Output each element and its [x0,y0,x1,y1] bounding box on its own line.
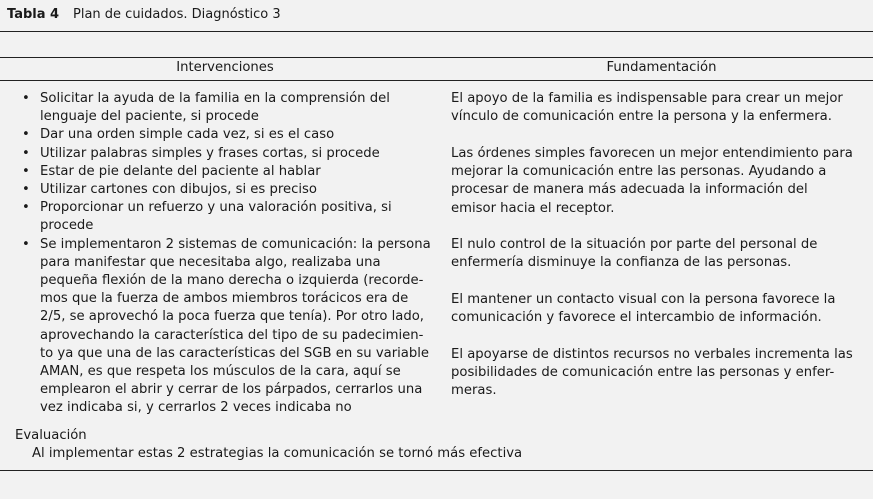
table-bottom-rule [0,470,873,471]
intervention-line: AMAN, es que respeta los músculos de la cara, aquí se [40,364,401,380]
rationale-line: procesar de manera más adecuada la información del [451,182,808,198]
rationale-line: emisor hacia el receptor. [451,200,615,216]
intervention-line: Se implementaron 2 sistemas de comunicación: la persona [40,236,431,252]
rationale-paragraph [451,90,861,126]
intervention-line: procede [40,218,94,234]
header-top-rule [0,57,873,58]
intervention-line: to ya que una de las características del SGB en su variable [40,345,430,361]
intervention-line: Utilizar cartones con dibujos, si es preciso [40,182,317,198]
rationale-line: El apoyarse de distintos recursos no verbales incrementa las [451,347,853,362]
intervention-line: aprovechando la característica del tipo de su padecimien- [40,327,424,343]
intervention-item [20,199,435,235]
intervention-item [20,145,435,163]
intervention-item [20,236,435,418]
rationale-line: El apoyo de la familia es indispensable para crear un mejor [451,91,843,106]
intervention-line: Dar una orden simple cada vez, si es el caso [40,127,335,143]
rationale-line: comunicación y favorece el intercambio de información. [451,310,822,326]
bullet-icon: • [22,182,30,198]
rationale-line: El nulo control de la situación por parte del personal de [451,237,818,252]
interventions-list [20,90,435,418]
intervention-line: lenguaje del paciente, si procede [40,109,259,125]
intervention-line: 2/5, se aprovechó la poca fuerza que tenía). Por otro lado, [40,309,424,325]
bullet-icon: • [22,91,30,106]
rationale-line: vínculo de comunicación entre la persona y la enfermera. [451,109,832,125]
bullet-icon: • [22,145,30,161]
intervention-item [20,163,435,181]
rationale-paragraph [451,346,861,401]
intervention-item [20,126,435,144]
intervention-line: vez indicaba si, y cerrarlos 2 veces indicaba no [40,400,352,416]
intervention-item [20,181,435,199]
intervention-line: mos que la fuerza de ambos miembros torácicos era de [40,291,409,307]
intervention-line: emplearon el abrir y cerrar de los párpados, cerrarlos una [40,382,423,398]
rationale-line: mejorar la comunicación entre las personas. Ayudando a [451,164,827,180]
intervention-line: Solicitar la ayuda de la familia en la comprensión del [40,91,390,106]
rationale-line: posibilidades de comunicación entre las personas y enfer- [451,365,835,381]
column-header-interventions: Intervenciones [176,60,274,75]
intervention-line: para manifestar que necesitaba algo, realizaba una [40,254,381,270]
rationale-paragraph [451,145,861,218]
bullet-icon: • [22,127,30,143]
table-caption [0,0,873,32]
bullet-icon: • [22,236,30,252]
rationale-line: El mantener un contacto visual con la persona favorece la [451,292,836,307]
table-title: Plan de cuidados. Diagnóstico 3 [73,7,281,22]
column-header-rationale: Fundamentación [606,60,717,75]
table-number: Tabla 4 [7,7,60,22]
bullet-icon: • [22,200,30,216]
intervention-line: Proporcionar un refuerzo y una valoración positiva, si [40,200,392,216]
rationale-line: enfermería disminuye la confianza de las personas. [451,255,792,271]
evaluation-text: Al implementar estas 2 estrategias la comunicación se tornó más efectiva [32,446,523,461]
intervention-item [20,90,435,126]
rationale-line: meras. [451,383,497,399]
evaluation-label: Evaluación [15,428,87,443]
intervention-line: Utilizar palabras simples y frases cortas, si procede [40,145,380,161]
intervention-line: pequeña flexión de la mano derecha o izquierda (recorde- [40,273,424,289]
rationale-paragraph [451,291,861,327]
header-bottom-rule [0,80,873,81]
rationale-line: Las órdenes simples favorecen un mejor entendimiento para [451,146,853,161]
bullet-icon: • [22,163,30,179]
intervention-line: Estar de pie delante del paciente al hablar [40,163,321,179]
rationale-paragraph [451,236,861,272]
